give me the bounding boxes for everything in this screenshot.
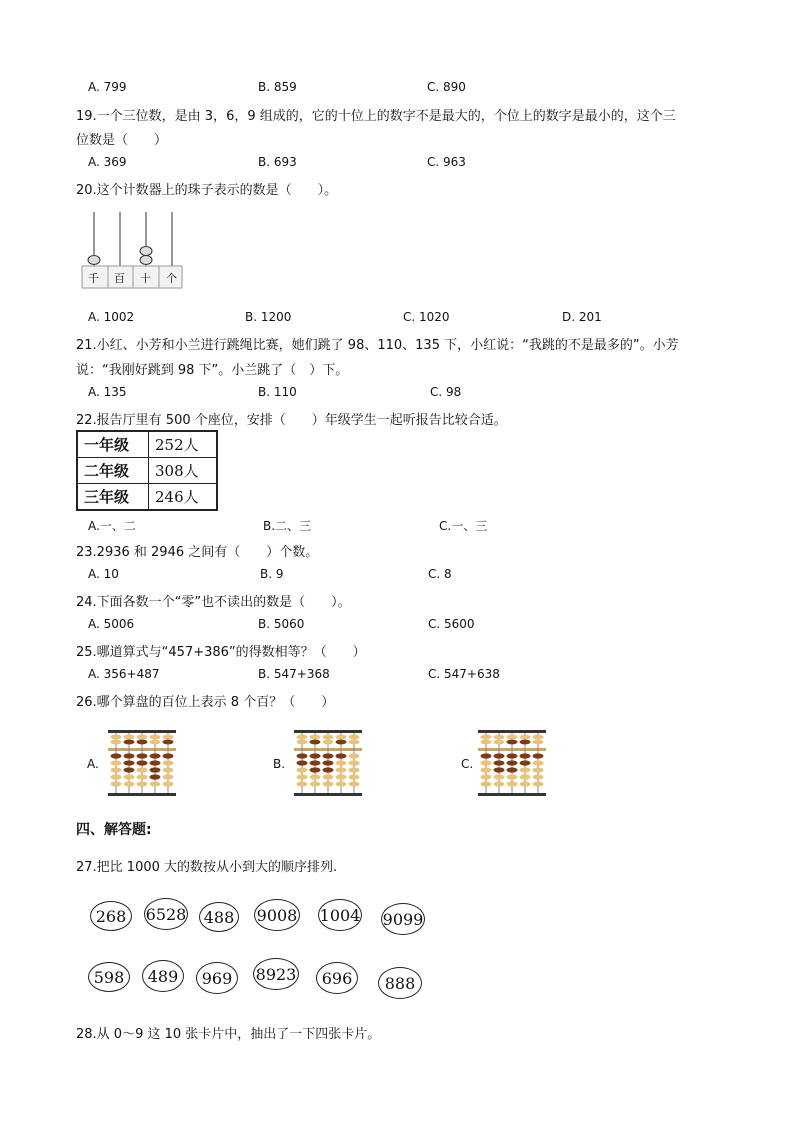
number-bubble[interactable]: 598 (88, 962, 130, 992)
q22-question: 22.报告厅里有 500 个座位，安排（ ）年级学生一起听报告比较合适。 (76, 413, 507, 428)
abacus-bead (336, 781, 347, 786)
abacus-bead (507, 774, 518, 779)
abacus-bead (124, 774, 135, 779)
abacus-bead (336, 740, 347, 745)
counter-label-hundreds: 百 (114, 272, 125, 285)
abacus-bead (349, 735, 360, 740)
abacus-bead (297, 753, 308, 758)
abacus-bead (349, 767, 360, 772)
number-bubble[interactable]: 696 (316, 962, 358, 994)
number-bubble[interactable]: 969 (196, 962, 238, 994)
abacus-bead (507, 767, 518, 772)
q19-option-b[interactable]: B. 693 (258, 155, 297, 169)
q19-question-line1: 19.一个三位数，是由 3，6，9 组成的，它的十位上的数字不是最大的，个位上的数字是最小的，这个三 (76, 109, 676, 124)
abacus-bead (349, 753, 360, 758)
number-bubble[interactable]: 489 (142, 960, 184, 992)
abacus-bead (507, 735, 518, 740)
abacus-bead (323, 781, 334, 786)
abacus-bead (137, 774, 148, 779)
abacus-bead (481, 781, 492, 786)
abacus-bead (533, 774, 544, 779)
abacus-bead (163, 767, 174, 772)
counter-bead-thousands (88, 256, 100, 265)
q21-question-line1: 21.小红、小芳和小兰进行跳绳比赛，她们跳了 98、110、135 下，小红说：“我跳的不是最多的”。小芳 (76, 338, 679, 353)
table-row (77, 484, 217, 511)
q24-option-a[interactable]: A. 5006 (88, 617, 135, 631)
abacus-bead (323, 774, 334, 779)
abacus-bead (310, 760, 321, 765)
counter-label-ones: 个 (166, 272, 177, 285)
abacus-bead (520, 781, 531, 786)
q22-option-b[interactable]: B.二、三 (263, 519, 312, 533)
q26-question: 26.哪个算盘的百位上表示 8 个百？（ ） (76, 695, 335, 710)
number-bubble[interactable]: 8923 (253, 958, 299, 990)
q19-option-a[interactable]: A. 369 (88, 155, 127, 169)
abacus-bead (336, 735, 347, 740)
abacus-frame-top (294, 730, 362, 733)
q18-option-b[interactable]: B. 859 (258, 80, 297, 94)
number-bubble[interactable]: 488 (199, 902, 239, 932)
abacus-bead (150, 740, 161, 745)
count-cell: 252人 (149, 431, 218, 458)
abacus-bead (150, 767, 161, 772)
q25-option-c[interactable]: C. 547+638 (428, 667, 500, 681)
abacus-bead (533, 753, 544, 758)
abacus-frame-bottom (108, 793, 176, 796)
abacus-bead (124, 767, 135, 772)
number-bubble[interactable]: 1004 (318, 899, 362, 931)
abacus-bead (163, 774, 174, 779)
abacus-bead (310, 740, 321, 745)
abacus-bead (533, 735, 544, 740)
q20-option-b[interactable]: B. 1200 (245, 310, 292, 324)
grade-cell: 三年级 (77, 484, 149, 511)
abacus-bead (137, 781, 148, 786)
abacus-c-icon[interactable] (478, 728, 546, 798)
q23-question: 23.2936 和 2946 之间有（ ）个数。 (76, 545, 319, 560)
abacus-bead (323, 740, 334, 745)
abacus-bead (111, 760, 122, 765)
abacus-bead (111, 774, 122, 779)
abacus-bead (297, 774, 308, 779)
table-row (77, 458, 217, 484)
abacus-bead (323, 760, 334, 765)
abacus-bead (297, 735, 308, 740)
q27-question: 27.把比 1000 大的数按从小到大的顺序排列. (76, 860, 338, 875)
abacus-bead (297, 760, 308, 765)
abacus-bead (124, 753, 135, 758)
q23-option-a[interactable]: A. 10 (88, 567, 119, 581)
abacus-frame-bottom (478, 793, 546, 796)
abacus-bead (323, 735, 334, 740)
abacus-bead (111, 740, 122, 745)
abacus-bead (494, 767, 505, 772)
abacus-bead (336, 767, 347, 772)
abacus-a-icon[interactable] (108, 728, 176, 798)
abacus-bead (137, 760, 148, 765)
q18-option-a[interactable]: A. 799 (88, 80, 127, 94)
q18-option-c[interactable]: C. 890 (427, 80, 466, 94)
count-cell: 246人 (149, 484, 218, 511)
grade-table (76, 430, 218, 511)
abacus-bead (297, 740, 308, 745)
abacus-bead (520, 740, 531, 745)
table-row (77, 431, 217, 458)
abacus-frame-top (478, 730, 546, 733)
q20-option-c[interactable]: C. 1020 (403, 310, 450, 324)
q24-option-b[interactable]: B. 5060 (258, 617, 305, 631)
number-bubble[interactable]: 268 (90, 901, 132, 931)
abacus-bead (520, 760, 531, 765)
abacus-bead (111, 767, 122, 772)
abacus-bead (533, 740, 544, 745)
abacus-bead (520, 774, 531, 779)
q26-option-a[interactable]: A. (87, 757, 99, 771)
abacus-bead (533, 767, 544, 772)
abacus-bead (150, 774, 161, 779)
abacus-bead (124, 735, 135, 740)
q24-option-c[interactable]: C. 5600 (428, 617, 475, 631)
q23-option-b[interactable]: B. 9 (260, 567, 284, 581)
number-bubble[interactable]: 9008 (254, 899, 300, 931)
q25-option-b[interactable]: B. 547+368 (258, 667, 330, 681)
abacus-bead (310, 753, 321, 758)
abacus-bead (137, 740, 148, 745)
abacus-bead (494, 740, 505, 745)
q21-option-c[interactable]: C. 98 (430, 385, 462, 399)
q20-question: 20.这个计数器上的珠子表示的数是（ ）。 (76, 183, 338, 198)
abacus-bead (310, 781, 321, 786)
counter-label-thousands: 千 (88, 272, 99, 285)
abacus-bead (297, 767, 308, 772)
q21-option-b[interactable]: B. 110 (258, 385, 297, 399)
count-cell: 308人 (149, 458, 218, 484)
q28-question: 28.从 0～9 这 10 张卡片中，抽出了一下四张卡片。 (76, 1027, 381, 1042)
abacus-bead (297, 781, 308, 786)
abacus-bead (520, 767, 531, 772)
abacus-bead (481, 767, 492, 772)
abacus-bead (310, 735, 321, 740)
abacus-bead (481, 760, 492, 765)
abacus-bead (137, 753, 148, 758)
section-title: 四、解答题: (76, 822, 152, 838)
abacus-bead (163, 735, 174, 740)
q22-option-c[interactable]: C.一、三 (439, 519, 488, 533)
q21-option-a[interactable]: A. 135 (88, 385, 127, 399)
abacus-bead (124, 740, 135, 745)
abacus-bead (494, 735, 505, 740)
grade-cell: 二年级 (77, 458, 149, 484)
abacus-bead (520, 753, 531, 758)
q21-question-line2: 说：“我刚好跳到 98 下”。小兰跳了（ ）下。 (76, 363, 349, 378)
abacus-bead (494, 774, 505, 779)
q23-option-c[interactable]: C. 8 (428, 567, 452, 581)
q25-option-a[interactable]: A. 356+487 (88, 667, 160, 681)
counter-bead-tens-1 (140, 256, 152, 265)
number-bubble[interactable]: 9099 (381, 903, 425, 935)
abacus-bead (349, 740, 360, 745)
abacus-bead (150, 760, 161, 765)
abacus-bead (111, 753, 122, 758)
q20-option-d[interactable]: D. 201 (562, 310, 602, 324)
abacus-bead (150, 753, 161, 758)
abacus-bead (124, 760, 135, 765)
abacus-bead (150, 781, 161, 786)
abacus-bead (533, 760, 544, 765)
q22-option-a[interactable]: A.一、二 (88, 519, 136, 533)
counter-label-tens: 十 (140, 272, 151, 285)
abacus-bead (310, 767, 321, 772)
abacus-bead (163, 760, 174, 765)
abacus-bead (111, 735, 122, 740)
counter-bead-tens-2 (140, 247, 152, 256)
abacus-bead (507, 760, 518, 765)
abacus-bead (137, 767, 148, 772)
abacus-bead (323, 753, 334, 758)
abacus-bead (336, 760, 347, 765)
abacus-frame-top (108, 730, 176, 733)
abacus-bead (111, 781, 122, 786)
abacus-bead (323, 767, 334, 772)
abacus-bead (163, 740, 174, 745)
abacus-bead (481, 753, 492, 758)
abacus-bead (310, 774, 321, 779)
abacus-frame-bottom (294, 793, 362, 796)
abacus-bead (163, 753, 174, 758)
abacus-bead (349, 781, 360, 786)
abacus-bead (349, 774, 360, 779)
abacus-bead (533, 781, 544, 786)
grade-cell: 一年级 (77, 431, 149, 458)
abacus-bead (124, 781, 135, 786)
abacus-bead (494, 760, 505, 765)
abacus-bead (481, 735, 492, 740)
abacus-bead (507, 781, 518, 786)
abacus-bead (494, 753, 505, 758)
number-bubble[interactable]: 6528 (144, 898, 188, 930)
abacus-bead (336, 774, 347, 779)
number-bubble[interactable]: 888 (378, 967, 422, 999)
abacus-bead (494, 781, 505, 786)
abacus-bead (481, 774, 492, 779)
abacus-bead (481, 740, 492, 745)
abacus-bead (163, 781, 174, 786)
abacus-bead (150, 735, 161, 740)
q26-option-c[interactable]: C. (461, 757, 474, 771)
abacus-bead (520, 735, 531, 740)
q19-option-c[interactable]: C. 963 (427, 155, 466, 169)
q26-option-b[interactable]: B. (273, 757, 286, 771)
abacus-b-icon[interactable] (294, 728, 362, 798)
q25-question: 25.哪道算式与“457+386”的得数相等？（ ） (76, 645, 366, 660)
q24-question: 24.下面各数一个“零”也不读出的数是（ ）。 (76, 595, 351, 610)
abacus-bead (349, 760, 360, 765)
q20-option-a[interactable]: A. 1002 (88, 310, 135, 324)
abacus-bead (137, 735, 148, 740)
abacus-bead (336, 753, 347, 758)
abacus-bead (507, 753, 518, 758)
abacus-bead (507, 740, 518, 745)
q19-question-line2: 位数是（ ） (76, 133, 168, 148)
